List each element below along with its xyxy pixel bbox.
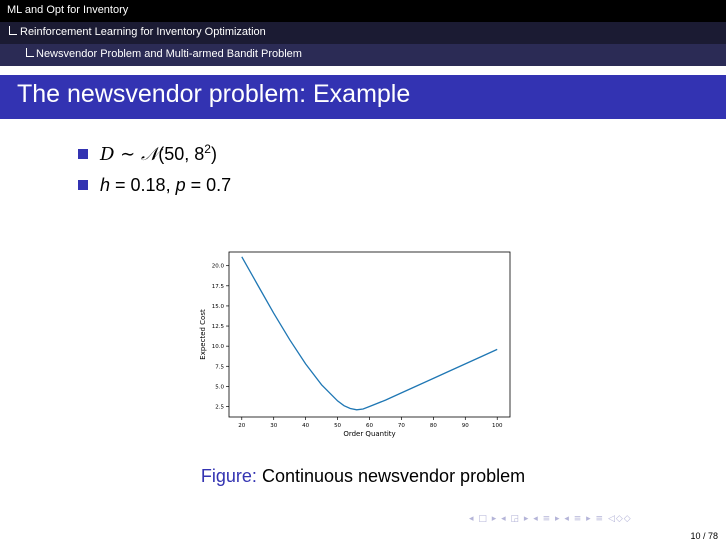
x-tick-label: 50: [334, 423, 342, 429]
math-var-h: h: [100, 175, 111, 195]
y-tick-label: 7.5: [215, 364, 224, 371]
bullet-item: D ∼ 𝒩(50, $8^2$): [78, 143, 217, 164]
navigation-symbols[interactable]: ◂ □ ▸ ◂ ◲ ▸ ◂ ≡ ▸ ◂ ≡ ▸ ≡ ◁◇◇: [469, 514, 632, 524]
breadcrumb-section[interactable]: [0, 0, 726, 22]
figure-caption: [0, 467, 726, 485]
expected-cost-chart: [192, 245, 522, 445]
expected-cost-line: [242, 257, 497, 410]
math-var-d: D ∼ 𝒩: [100, 144, 159, 165]
y-tick-label: 20.0: [211, 263, 224, 270]
y-tick-label: 2.5: [215, 404, 224, 411]
slide-title: [0, 75, 726, 119]
figure-caption-text: Continuous newsvendor problem: [256, 466, 526, 486]
figure-label: Figure:: [200, 466, 257, 486]
y-tick-label: 10.0: [211, 344, 224, 351]
breadcrumb-subsubsection[interactable]: [0, 44, 726, 66]
x-tick-label: 20: [238, 423, 246, 429]
breadcrumb-subsection[interactable]: [0, 22, 726, 44]
x-axis-label: Order Quantity: [343, 430, 396, 438]
x-tick-label: 80: [429, 423, 437, 429]
breadcrumb-subsection-label: Reinforcement Learning for Inventory Optimization: [20, 26, 266, 38]
x-tick-label: 60: [366, 423, 373, 429]
bullet-square-icon: [78, 180, 88, 190]
x-tick-label: 90: [461, 423, 469, 429]
y-tick-label: 12.5: [211, 324, 224, 331]
tree-branch-icon: [26, 48, 34, 57]
y-tick-label: 15.0: [211, 303, 224, 310]
breadcrumb-section-label: ML and Opt for Inventory: [7, 4, 129, 16]
breadcrumb-subsubsection-label: Newsvendor Problem and Multi-armed Bandit Problem: [36, 48, 302, 60]
bullet-square-icon: [78, 149, 88, 159]
slide-title-text: The newsvendor problem: Example: [17, 80, 411, 108]
x-tick-label: 70: [397, 423, 405, 429]
page-number: 10 / 78: [690, 531, 718, 541]
bullet-item: h = 0.18, p = 0.7: [78, 176, 231, 194]
x-tick-label: 100: [491, 423, 503, 429]
tree-branch-icon: [9, 26, 17, 35]
x-tick-label: 30: [270, 423, 278, 429]
plot-frame: [229, 252, 510, 417]
y-tick-label: 17.5: [211, 283, 224, 290]
y-axis-label: Expected Cost: [199, 309, 207, 360]
math-var-p: p: [175, 175, 186, 195]
x-tick-label: 40: [302, 423, 310, 429]
y-tick-label: 5.0: [215, 384, 224, 391]
beamer-navigation-controls[interactable]: [469, 514, 632, 524]
